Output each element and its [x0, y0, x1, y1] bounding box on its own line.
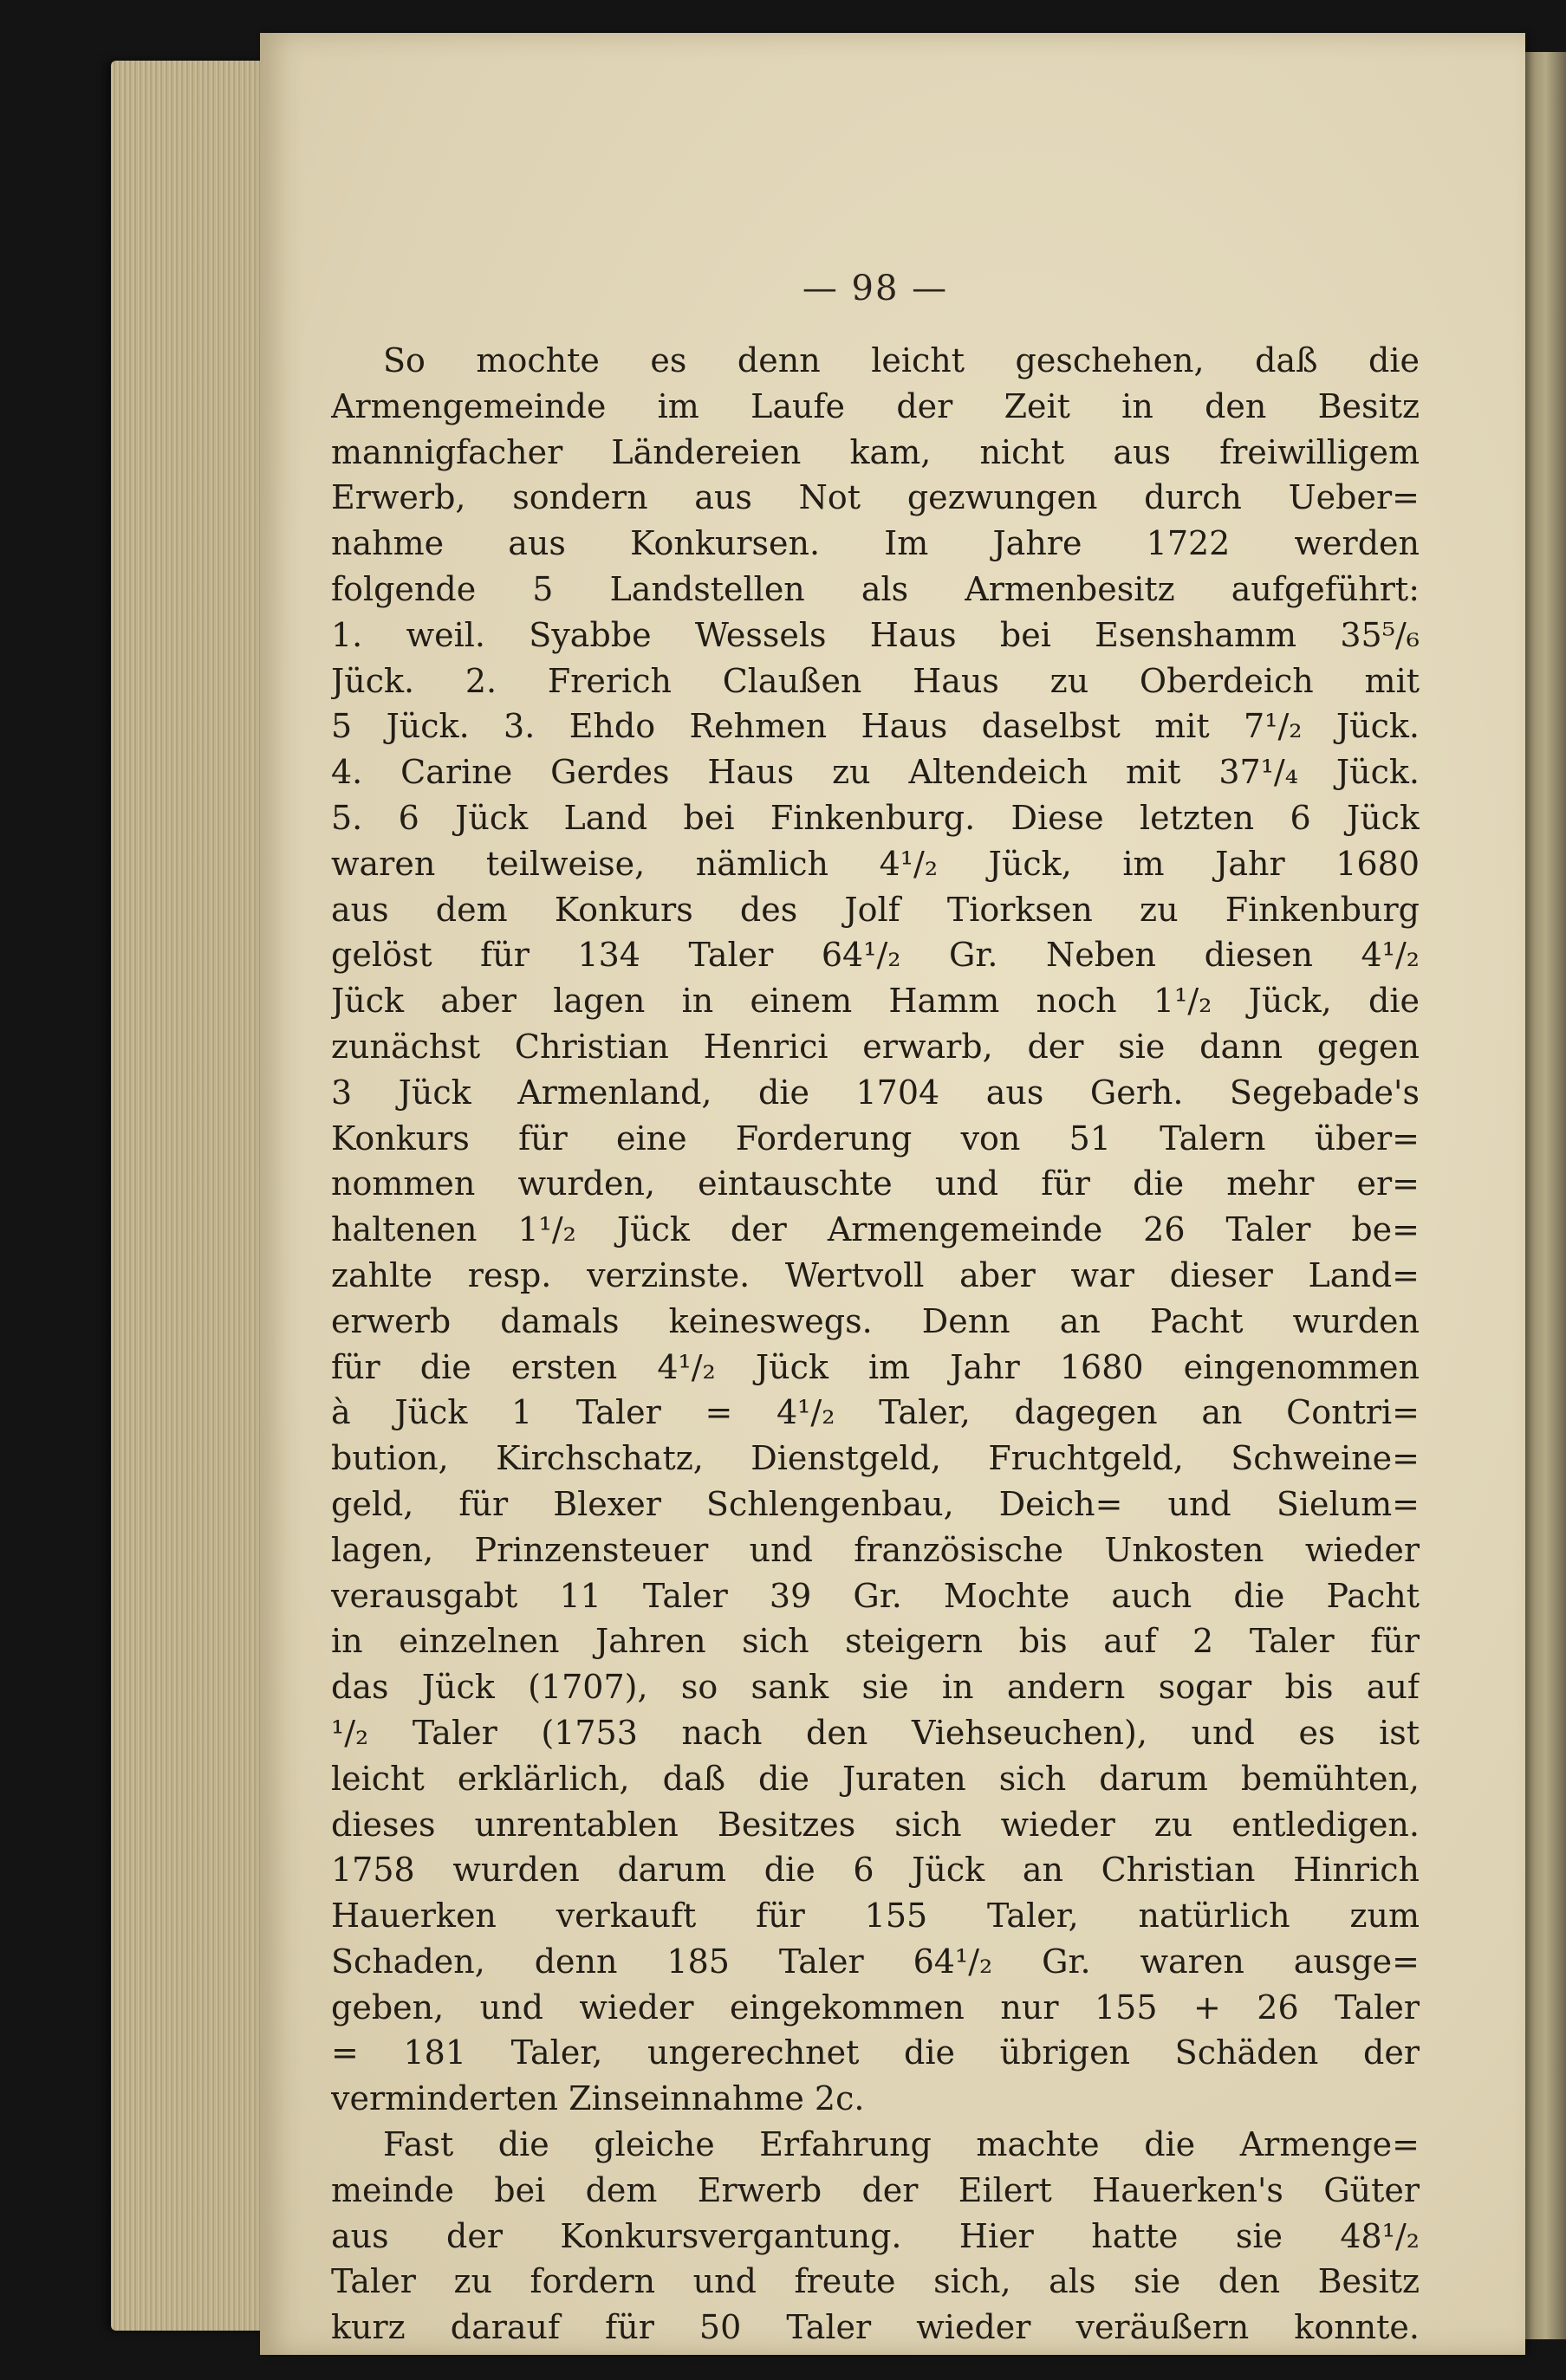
text-line: dieses unrentablen Besitzes sich wieder zu entledigen. [331, 1805, 1420, 1844]
text-line: = 181 Taler, ungerechnet die übrigen Schäden der [331, 2033, 1420, 2072]
text-line: Konkurs für eine Forderung von 51 Talern über= [331, 1119, 1420, 1158]
text-line: 5 Jück. 3. Ehdo Rehmen Haus daselbst mit 7¹/₂ Jück. [331, 707, 1420, 746]
text-line: haltenen 1¹/₂ Jück der Armengemeinde 26 Taler be= [331, 1210, 1420, 1249]
text-line: verminderten Zinseinnahme 2c. [331, 2079, 865, 2118]
text-line: nahme aus Konkursen. Im Jahre 1722 werden [331, 524, 1420, 563]
text-line: aus dem Konkurs des Jolf Tiorksen zu Finkenburg [331, 890, 1420, 929]
text-line: zahlte resp. verzinste. Wertvoll aber war dieser Land= [331, 1255, 1420, 1294]
page-number: — 98 — [802, 269, 949, 308]
text-line: Taler zu fordern und freute sich, als sie den Besitz [331, 2262, 1420, 2301]
text-line: 1758 wurden darum die 6 Jück an Christian Hinrich [331, 1851, 1420, 1890]
text-line: Fast die gleiche Erfahrung machte die Armenge= [383, 2125, 1420, 2164]
book-right-edge [1525, 52, 1566, 2339]
text-line: Hauerken verkauft für 155 Taler, natürlich zum [331, 1897, 1420, 1936]
text-line: in einzelnen Jahren sich steigern bis auf 2 Taler für [331, 1622, 1420, 1661]
text-line: lagen, Prinzensteuer und französische Unkosten wieder [331, 1530, 1420, 1569]
text-line: 5. 6 Jück Land bei Finkenburg. Diese letzten 6 Jück [331, 798, 1420, 837]
text-line: bution, Kirchschatz, Dienstgeld, Fruchtgeld, Schweine= [331, 1439, 1420, 1478]
paragraph-2 [331, 2122, 1420, 2351]
text-line: verausgabt 11 Taler 39 Gr. Mochte auch die Pacht [331, 1576, 1420, 1615]
text-line: zunächst Christian Henrici erwarb, der sie dann gegen [331, 1027, 1420, 1066]
text-line: Erwerb, sondern aus Not gezwungen durch Ueber= [331, 478, 1420, 517]
text-line: geld, für Blexer Schlengenbau, Deich= und Sielum= [331, 1484, 1420, 1523]
paragraph-1 [331, 338, 1420, 2122]
text-line: à Jück 1 Taler = 4¹/₂ Taler, dagegen an Contri= [331, 1393, 1420, 1432]
text-line: So mochte es denn leicht geschehen, daß die [383, 341, 1420, 379]
text-line: meinde bei dem Erwerb der Eilert Hauerken's Güter [331, 2170, 1420, 2209]
text-line: waren teilweise, nämlich 4¹/₂ Jück, im Jahr 1680 [331, 844, 1420, 883]
text-line: Jück. 2. Frerich Claußen Haus zu Oberdeich mit [331, 661, 1420, 700]
text-line: aus der Konkursvergantung. Hier hatte sie 48¹/₂ [331, 2216, 1420, 2255]
text-line: 3 Jück Armenland, die 1704 aus Gerh. Segebade's [331, 1073, 1420, 1112]
text-line: Jück aber lagen in einem Hamm noch 1¹/₂ Jück, die [331, 982, 1420, 1021]
text-line: folgende 5 Landstellen als Armenbesitz aufgeführt: [331, 569, 1420, 608]
text-line: Armengemeinde im Laufe der Zeit in den Besitz [331, 386, 1420, 425]
book-page-edges [111, 61, 284, 2331]
text-line: 1. weil. Syabbe Wessels Haus bei Esenshamm 35⁵/₆ [331, 615, 1420, 654]
text-line: kurz darauf für 50 Taler wieder veräußern konnte. [331, 2308, 1420, 2347]
text-line: gelöst für 134 Taler 64¹/₂ Gr. Neben diesen 4¹/₂ [331, 936, 1420, 975]
body-text [331, 338, 1420, 2351]
text-line: Schaden, denn 185 Taler 64¹/₂ Gr. waren ausge= [331, 1942, 1420, 1981]
text-line: mannigfacher Ländereien kam, nicht aus freiwilligem [331, 432, 1420, 471]
text-line: das Jück (1707), so sank sie in andern sogar bis auf [331, 1668, 1420, 1707]
text-line: für die ersten 4¹/₂ Jück im Jahr 1680 eingenommen [331, 1347, 1420, 1386]
text-line: nommen wurden, eintauschte und für die mehr er= [331, 1164, 1420, 1203]
text-line: 4. Carine Gerdes Haus zu Altendeich mit 37¹/₄ Jück. [331, 753, 1420, 792]
text-line: leicht erklärlich, daß die Juraten sich darum bemühten, [331, 1759, 1420, 1798]
text-line: ¹/₂ Taler (1753 nach den Viehseuchen), und es ist [331, 1713, 1420, 1752]
text-line: erwerb damals keineswegs. Denn an Pacht wurden [331, 1301, 1420, 1340]
text-line: geben, und wieder eingekommen nur 155 + 26 Taler [331, 1988, 1420, 2027]
